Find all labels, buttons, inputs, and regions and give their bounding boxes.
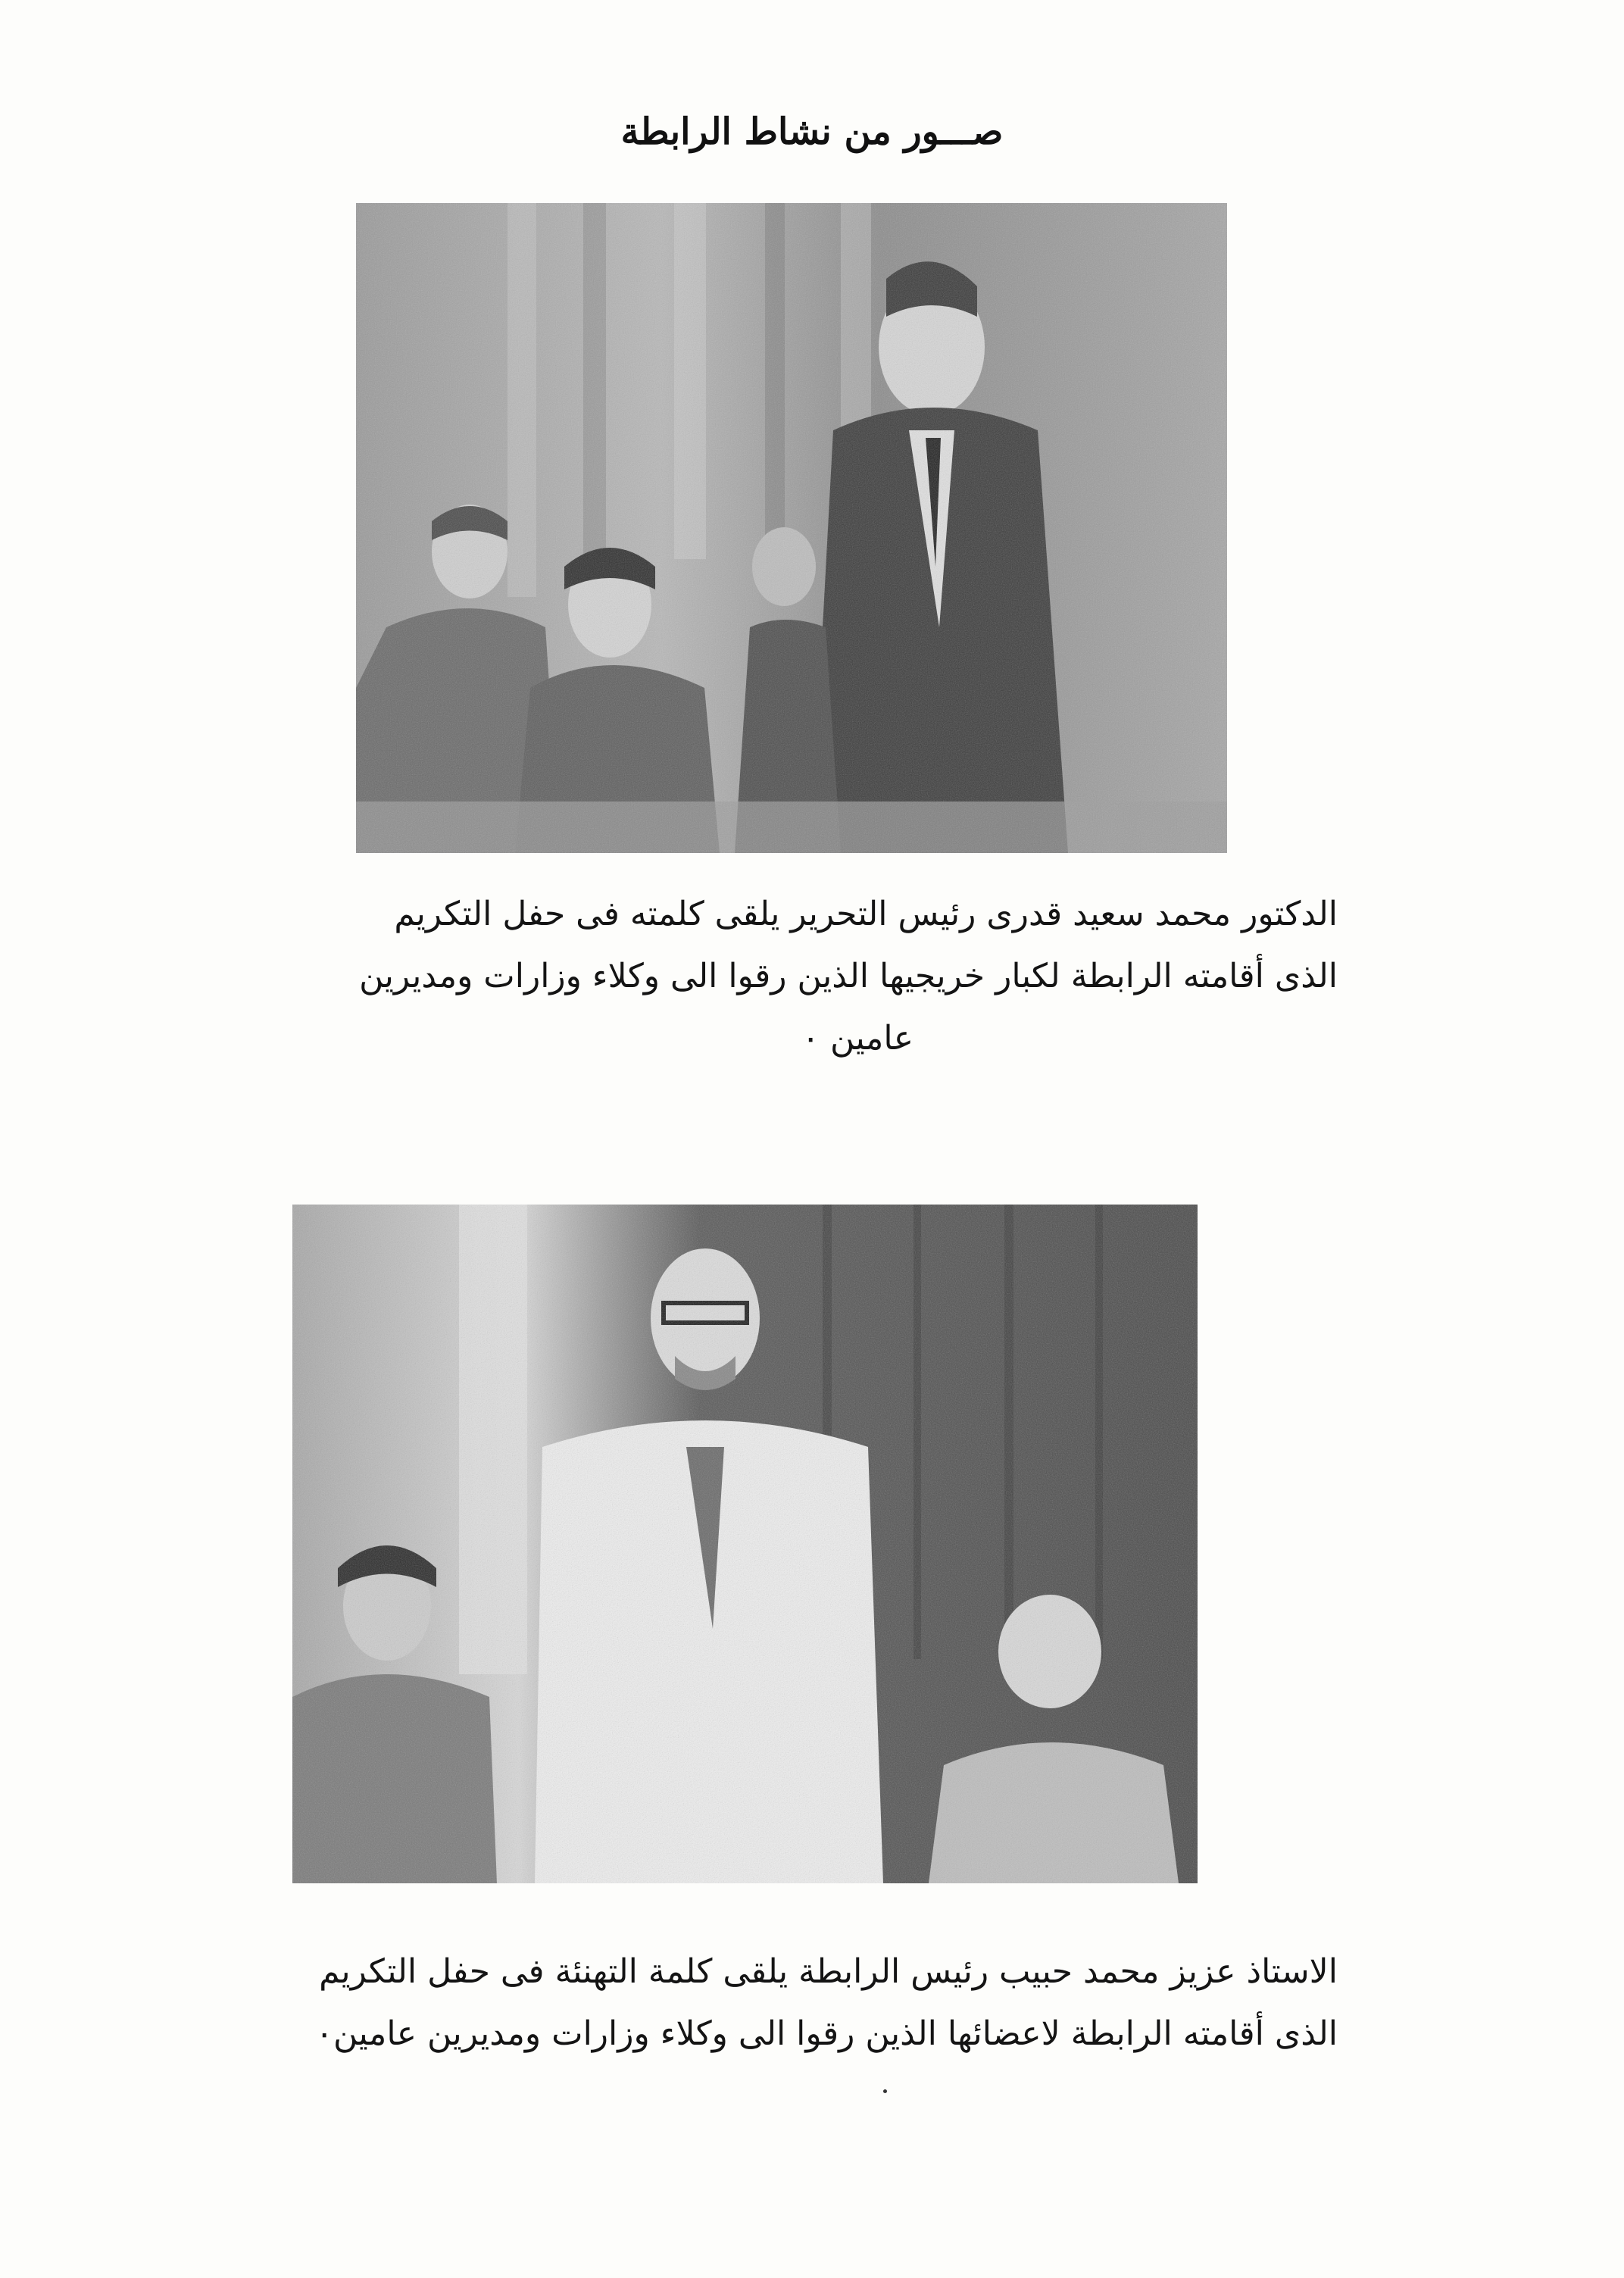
event-photo-congratulation-image (292, 1205, 1198, 1883)
photo-caption-speech (201, 883, 1338, 1070)
caption-line: الدكتور محمد سعيد قدرى رئيس التحرير يلقى كلمته فى حفل التكريم (394, 895, 1338, 933)
event-photo-speech-image (356, 203, 1227, 853)
photo-caption-congratulation (201, 1941, 1338, 2065)
event-photo-speech (356, 203, 1227, 853)
caption-line: الذى أقامته الرابطة لاعضائها الذين رقوا الى وكلاء وزارات ومديرين عامين٠ (315, 2014, 1338, 2053)
scan-speck (883, 2089, 887, 2093)
caption-line: الذى أقامته الرابطة لكبار خريجيها الذين رقوا الى وكلاء وزارات ومديرين (359, 957, 1338, 995)
event-photo-congratulation (292, 1205, 1198, 1883)
caption-line: عامين ٠ (801, 1019, 914, 1058)
page-title: صـــور من نشاط الرابطة (620, 111, 1004, 153)
caption-line: الاستاذ عزيز محمد حبيب رئيس الرابطة يلقى كلمة التهنئة فى حفل التكريم (319, 1952, 1338, 1991)
